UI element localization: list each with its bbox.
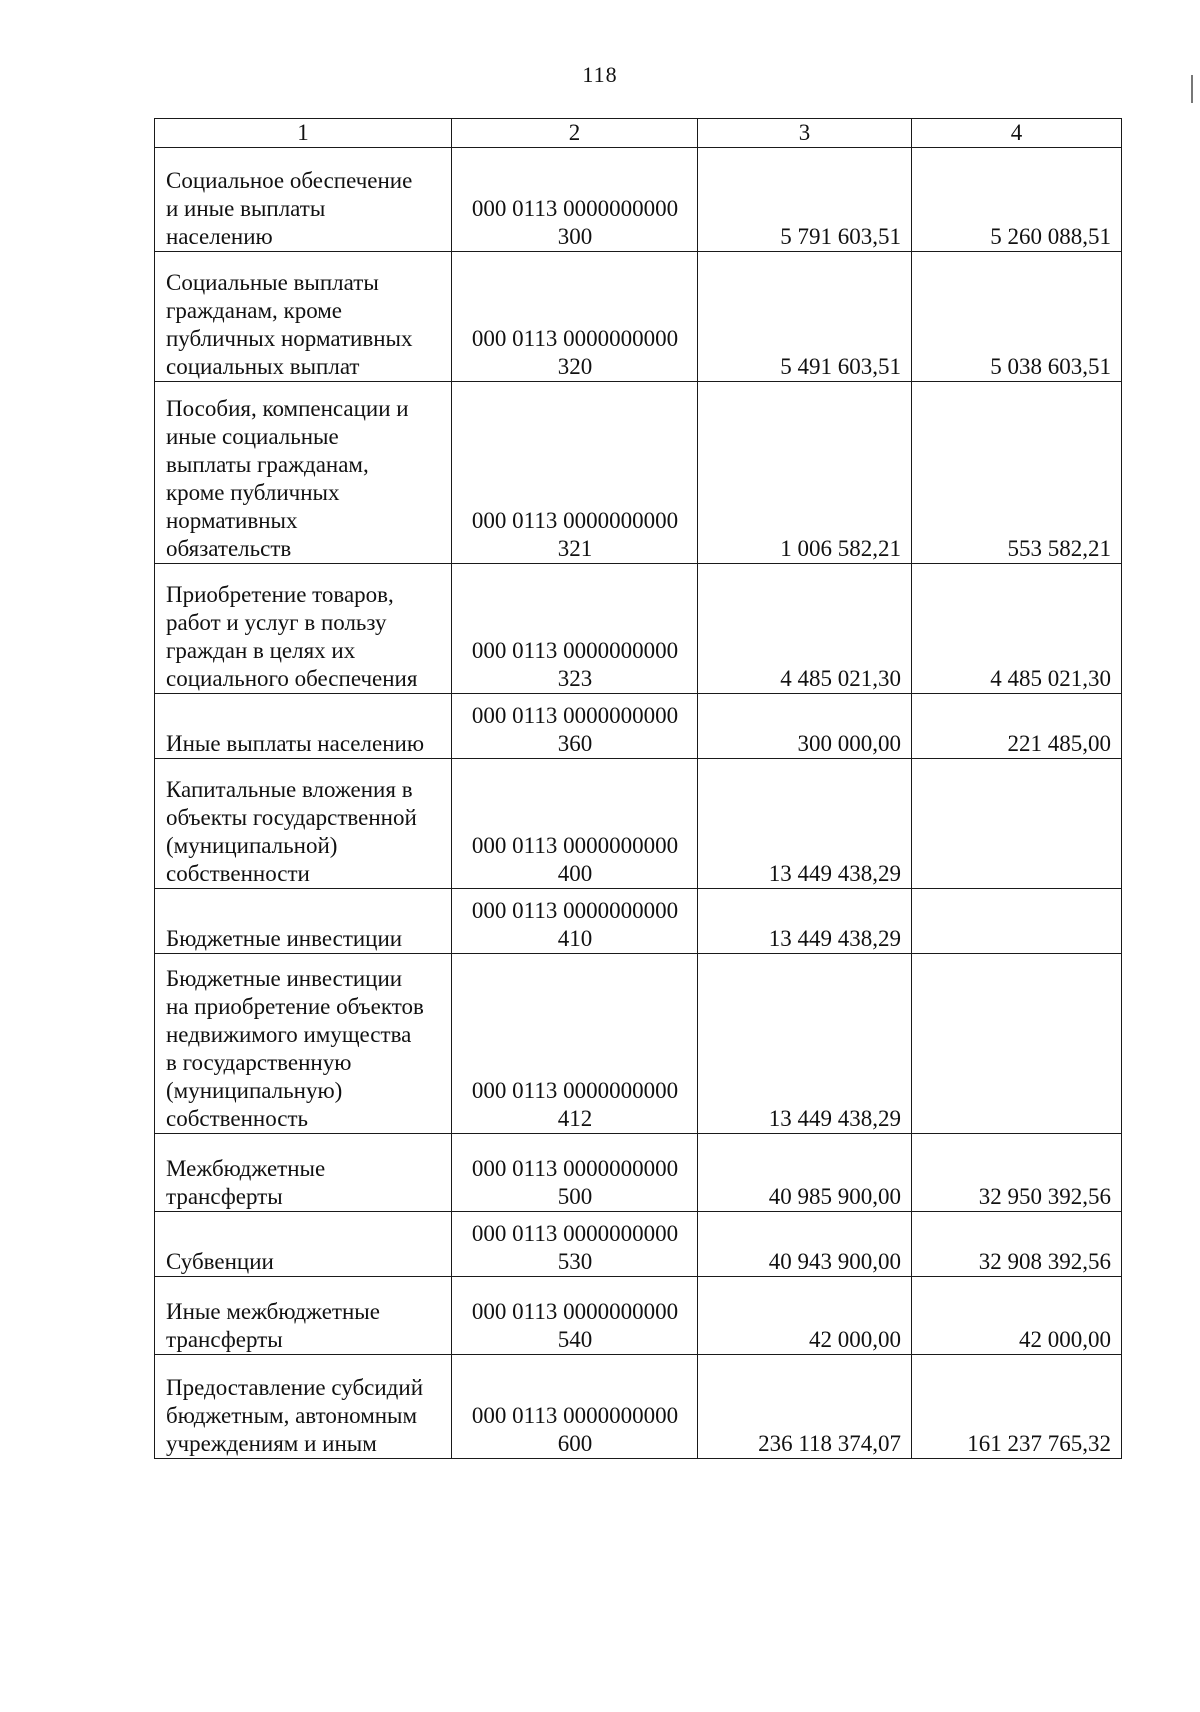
scan-margin-mark xyxy=(1191,75,1193,103)
row-name-line: собственности xyxy=(166,861,310,886)
row-code-cell xyxy=(452,148,698,252)
row-name-line: Иные выплаты населению xyxy=(166,731,424,756)
row-name-line: Бюджетные инвестиции xyxy=(166,926,403,951)
column-header: 1 xyxy=(155,119,452,148)
row-name-cell xyxy=(155,759,452,889)
row-name-cell xyxy=(155,1355,452,1459)
row-amount-col4: 4 485 021,30 xyxy=(912,564,1122,694)
row-amount-col4 xyxy=(912,759,1122,889)
row-name-line: бюджетным, автономным xyxy=(166,1403,418,1428)
table-row xyxy=(155,1134,1122,1212)
row-name-line: недвижимого имущества xyxy=(166,1022,412,1047)
row-name-line: трансферты xyxy=(166,1327,283,1352)
row-amount-col3: 13 449 438,29 xyxy=(698,889,912,954)
row-name-cell xyxy=(155,564,452,694)
table-row xyxy=(155,889,1122,954)
page-number: 118 xyxy=(582,62,618,87)
row-code-line: 400 xyxy=(557,861,593,886)
row-name-cell xyxy=(155,252,452,382)
row-name-line: Предоставление субсидий xyxy=(166,1375,423,1400)
row-name-line: на приобретение объектов xyxy=(166,994,424,1019)
row-name-line: в государственную xyxy=(166,1050,352,1075)
row-code-cell xyxy=(452,889,698,954)
row-name-line: Межбюджетные xyxy=(166,1156,326,1181)
row-code-cell xyxy=(452,1212,698,1277)
row-name-line: Бюджетные инвестиции xyxy=(166,966,403,991)
row-amount-col3: 236 118 374,07 xyxy=(698,1355,912,1459)
row-name-line: Социальные выплаты xyxy=(166,270,379,295)
row-name-line: кроме публичных xyxy=(166,480,340,505)
table-row xyxy=(155,148,1122,252)
row-code-line: 410 xyxy=(557,926,593,951)
row-amount-col4 xyxy=(912,954,1122,1134)
row-name-cell xyxy=(155,694,452,759)
row-code-line: 000 0113 0000000000 xyxy=(471,508,679,533)
row-code-line: 000 0113 0000000000 xyxy=(471,196,679,221)
row-name-line: (муниципальную) xyxy=(166,1078,343,1103)
row-name-line: учреждениям и иным xyxy=(166,1431,377,1456)
row-code-line: 000 0113 0000000000 xyxy=(471,1403,679,1428)
table-row xyxy=(155,759,1122,889)
row-code-line: 321 xyxy=(557,536,593,561)
row-code-line: 320 xyxy=(557,354,593,379)
row-name-line: Иные межбюджетные xyxy=(166,1299,380,1324)
row-name-line: гражданам, кроме xyxy=(166,298,343,323)
row-name-line: социальных выплат xyxy=(166,354,360,379)
row-name-cell xyxy=(155,1277,452,1355)
row-amount-col3: 300 000,00 xyxy=(698,694,912,759)
row-amount-col3: 4 485 021,30 xyxy=(698,564,912,694)
column-header: 2 xyxy=(452,119,698,148)
column-header: 3 xyxy=(698,119,912,148)
row-name-line: обязательств xyxy=(166,536,292,561)
row-amount-col3: 5 791 603,51 xyxy=(698,148,912,252)
row-name-line: Капитальные вложения в xyxy=(166,777,413,802)
row-name-line: Приобретение товаров, xyxy=(166,582,394,607)
table-header xyxy=(155,119,1122,148)
row-code-line: 323 xyxy=(557,666,593,691)
row-code-cell xyxy=(452,694,698,759)
row-amount-col3: 40 943 900,00 xyxy=(698,1212,912,1277)
row-amount-col4: 5 038 603,51 xyxy=(912,252,1122,382)
table-body xyxy=(155,148,1122,1459)
row-amount-col4: 5 260 088,51 xyxy=(912,148,1122,252)
row-amount-col3: 5 491 603,51 xyxy=(698,252,912,382)
row-name-line: трансферты xyxy=(166,1184,283,1209)
row-code-line: 000 0113 0000000000 xyxy=(471,326,679,351)
row-code-line: 500 xyxy=(557,1184,593,1209)
row-code-line: 000 0113 0000000000 xyxy=(471,638,679,663)
row-code-line: 412 xyxy=(557,1106,593,1131)
row-amount-col4: 42 000,00 xyxy=(912,1277,1122,1355)
row-amount-col4: 221 485,00 xyxy=(912,694,1122,759)
budget-table xyxy=(154,118,1122,1459)
row-name-line: работ и услуг в пользу xyxy=(166,610,387,635)
table-row xyxy=(155,252,1122,382)
row-name-line: и иные выплаты xyxy=(166,196,326,221)
row-code-cell xyxy=(452,564,698,694)
row-name-cell xyxy=(155,1134,452,1212)
row-amount-col3: 42 000,00 xyxy=(698,1277,912,1355)
row-name-line: собственность xyxy=(166,1106,309,1131)
row-name-line: Пособия, компенсации и xyxy=(166,396,409,421)
table-row xyxy=(155,954,1122,1134)
table-row xyxy=(155,694,1122,759)
row-name-cell xyxy=(155,1212,452,1277)
row-name-line: граждан в целях их xyxy=(166,638,356,663)
row-code-line: 000 0113 0000000000 xyxy=(471,898,679,923)
row-name-cell xyxy=(155,148,452,252)
row-code-line: 000 0113 0000000000 xyxy=(471,703,679,728)
row-name-line: (муниципальной) xyxy=(166,833,338,858)
row-name-line: иные социальные xyxy=(166,424,339,449)
header-row xyxy=(155,119,1122,148)
table-row xyxy=(155,1355,1122,1459)
row-code-line: 000 0113 0000000000 xyxy=(471,1299,679,1324)
row-amount-col3: 13 449 438,29 xyxy=(698,759,912,889)
table-row xyxy=(155,1277,1122,1355)
row-name-line: социального обеспечения xyxy=(166,666,418,691)
row-code-line: 530 xyxy=(557,1249,593,1274)
row-amount-col4: 32 950 392,56 xyxy=(912,1134,1122,1212)
row-code-line: 000 0113 0000000000 xyxy=(471,833,679,858)
table-row xyxy=(155,1212,1122,1277)
row-amount-col4: 553 582,21 xyxy=(912,382,1122,564)
row-name-cell xyxy=(155,382,452,564)
row-amount-col4: 32 908 392,56 xyxy=(912,1212,1122,1277)
row-amount-col4 xyxy=(912,889,1122,954)
row-amount-col3: 1 006 582,21 xyxy=(698,382,912,564)
row-code-line: 300 xyxy=(557,224,593,249)
row-code-line: 360 xyxy=(557,731,593,756)
row-name-line: объекты государственной xyxy=(166,805,417,830)
row-amount-col3: 13 449 438,29 xyxy=(698,954,912,1134)
row-name-line: публичных нормативных xyxy=(166,326,413,351)
row-code-line: 000 0113 0000000000 xyxy=(471,1078,679,1103)
row-name-line: Субвенции xyxy=(166,1249,274,1274)
row-amount-col4: 161 237 765,32 xyxy=(912,1355,1122,1459)
table-row xyxy=(155,382,1122,564)
row-code-cell xyxy=(452,382,698,564)
column-header: 4 xyxy=(912,119,1122,148)
row-amount-col3: 40 985 900,00 xyxy=(698,1134,912,1212)
row-code-line: 600 xyxy=(557,1431,593,1456)
row-name-line: выплаты гражданам, xyxy=(166,452,369,477)
row-code-line: 000 0113 0000000000 xyxy=(471,1221,679,1246)
row-name-line: Социальное обеспечение xyxy=(166,168,413,193)
row-name-cell xyxy=(155,954,452,1134)
row-code-cell xyxy=(452,759,698,889)
row-name-cell xyxy=(155,889,452,954)
row-code-line: 540 xyxy=(557,1327,593,1352)
row-name-line: населению xyxy=(166,224,273,249)
table-row xyxy=(155,564,1122,694)
row-code-cell xyxy=(452,252,698,382)
row-code-line: 000 0113 0000000000 xyxy=(471,1156,679,1181)
row-code-cell xyxy=(452,1134,698,1212)
row-code-cell xyxy=(452,954,698,1134)
row-name-line: нормативных xyxy=(166,508,298,533)
row-code-cell xyxy=(452,1355,698,1459)
row-code-cell xyxy=(452,1277,698,1355)
